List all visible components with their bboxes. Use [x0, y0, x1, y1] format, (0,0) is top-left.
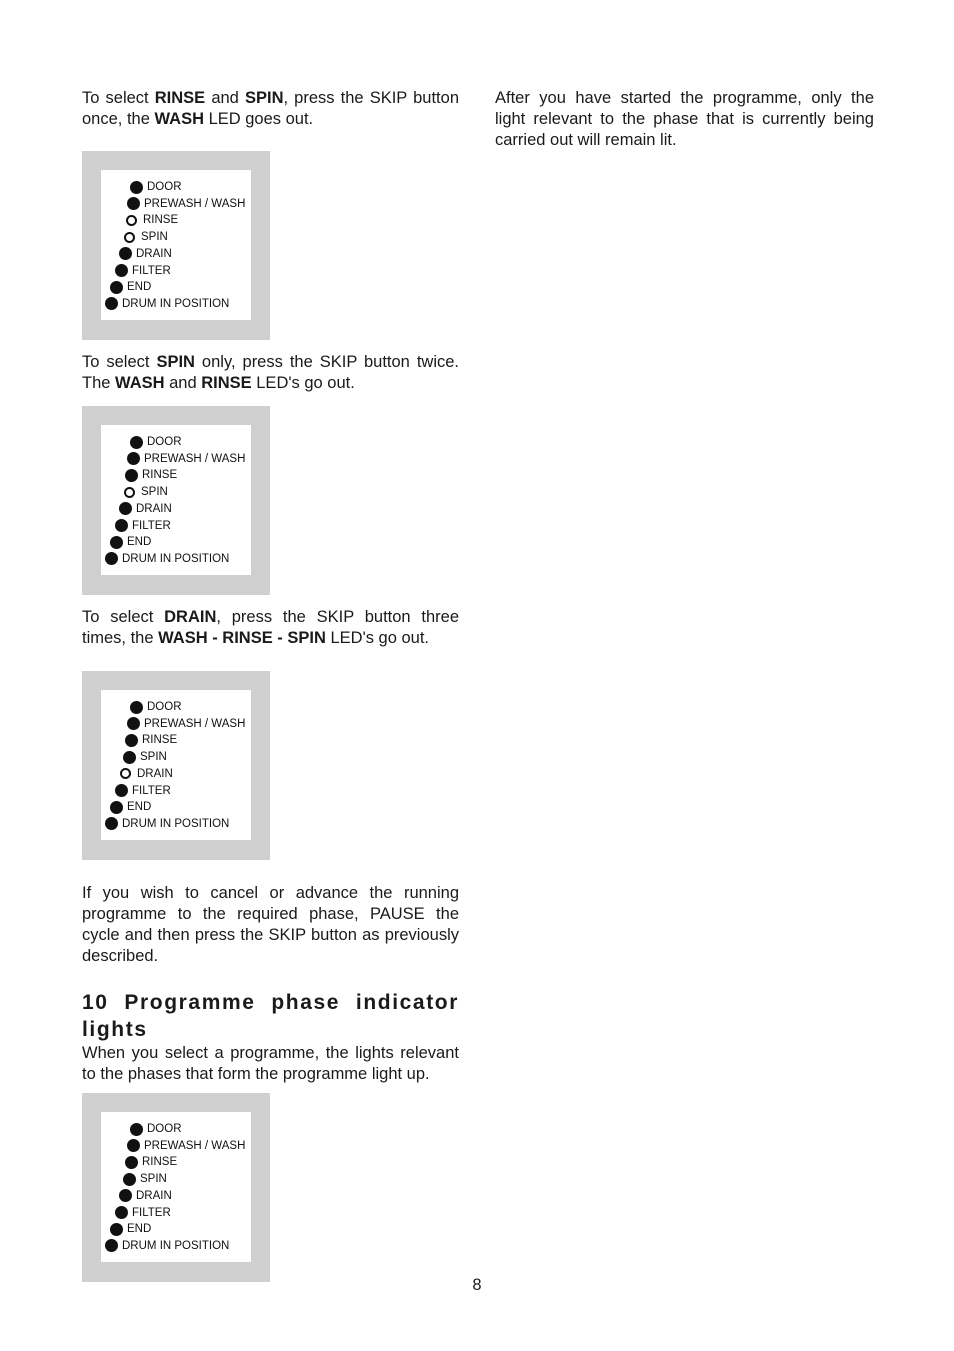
led-indicator-row: [119, 1189, 172, 1203]
led-label: RINSE: [142, 1156, 178, 1169]
bold-text: RINSE: [154, 89, 206, 107]
led-label: DOOR: [147, 181, 182, 193]
paragraph-select-programme: When you select a programme, the lights relevant to the phases that form the programme light up.: [82, 1044, 459, 1083]
led-label: END: [127, 281, 152, 294]
led-label: DRUM IN POSITION: [122, 1239, 230, 1252]
paragraph-after-start: After you have started the programme, only the light relevant to the phase that is currently being carried out will remain lit.: [495, 89, 874, 149]
led-on-icon: [110, 536, 123, 549]
led-off-icon: [124, 232, 135, 243]
led-on-icon: [127, 452, 140, 465]
led-indicator-row: [110, 280, 151, 294]
led-indicator-row: [110, 535, 151, 549]
led-label: DRAIN: [136, 247, 172, 260]
text: only, press the SKIP button twice. The: [82, 353, 459, 392]
led-indicator-row: [115, 1206, 171, 1220]
led-label: PREWASH / WASH: [144, 717, 246, 730]
text: To select: [82, 89, 155, 107]
led-off-icon: [120, 768, 131, 779]
paragraph-rinse-spin: [82, 88, 459, 130]
bold-text: SPIN: [244, 89, 284, 107]
led-panel: [101, 170, 251, 320]
led-on-icon: [115, 1206, 128, 1219]
led-indicator-row: [115, 264, 171, 278]
led-indicator-row: [115, 519, 171, 533]
text: To select: [82, 353, 157, 371]
led-indicator-row: [115, 784, 171, 798]
led-label: FILTER: [132, 519, 171, 532]
led-on-icon: [105, 297, 118, 310]
led-on-icon: [123, 751, 136, 764]
led-indicator-row: [119, 767, 173, 781]
bold-text: WASH: [154, 110, 204, 128]
led-indicator-row: [105, 552, 229, 566]
led-on-icon: [105, 552, 118, 565]
led-on-icon: [127, 1139, 140, 1152]
led-panel: [101, 690, 251, 840]
paragraph-drain: [82, 607, 459, 649]
led-panel-diagram: [82, 406, 270, 595]
led-label: DRAIN: [137, 767, 173, 780]
text: , press the SKIP button three times, the: [82, 608, 459, 647]
led-indicator-row: [130, 700, 182, 714]
led-indicator-row: [130, 435, 182, 449]
led-label: FILTER: [132, 784, 171, 797]
led-indicator-row: [110, 1222, 151, 1236]
text: LED's go out.: [251, 374, 355, 392]
led-on-icon: [115, 784, 128, 797]
led-indicator-row: [127, 1139, 245, 1153]
led-on-icon: [105, 817, 118, 830]
led-label: DRUM IN POSITION: [122, 297, 230, 310]
led-label: END: [127, 536, 152, 549]
led-label: FILTER: [132, 1206, 171, 1219]
text: LED's go out.: [325, 629, 430, 647]
led-indicator-row: [123, 1172, 167, 1186]
paragraph-spin-only: [82, 352, 459, 394]
led-label: DRUM IN POSITION: [122, 552, 230, 565]
led-panel: [101, 425, 251, 575]
led-indicator-row: [127, 717, 245, 731]
led-label: SPIN: [140, 751, 167, 764]
text: To select: [82, 608, 165, 626]
led-indicator-row: [130, 1122, 182, 1136]
led-on-icon: [125, 1156, 138, 1169]
led-on-icon: [110, 281, 123, 294]
led-on-icon: [130, 701, 143, 714]
bold-text: SPIN: [156, 353, 195, 371]
led-label: END: [127, 801, 152, 814]
led-indicator-row: [105, 817, 229, 831]
led-label: SPIN: [141, 231, 168, 244]
led-indicator-row: [130, 180, 182, 194]
led-indicator-row: [105, 1239, 229, 1253]
led-label: DOOR: [147, 701, 182, 713]
led-on-icon: [119, 502, 132, 515]
bold-text: WASH - RINSE - SPIN: [158, 629, 326, 647]
led-on-icon: [125, 734, 138, 747]
section-heading: 10 Programme phase indicator lights: [82, 991, 459, 1041]
bold-text: WASH: [115, 374, 165, 392]
led-on-icon: [110, 801, 123, 814]
led-label: SPIN: [141, 486, 168, 499]
led-indicator-row: [119, 247, 172, 261]
led-on-icon: [110, 1223, 123, 1236]
led-on-icon: [119, 247, 132, 260]
led-on-icon: [125, 469, 138, 482]
led-label: DOOR: [147, 436, 182, 448]
led-panel-diagram: [82, 151, 270, 340]
text: LED goes out.: [203, 110, 314, 128]
led-on-icon: [123, 1173, 136, 1186]
paragraph-cancel-advance: If you wish to cancel or advance the running programme to the required phase, PAUSE the cycle and then press the SKIP button as previously described.: [82, 884, 459, 965]
led-indicator-row: [125, 733, 177, 747]
led-on-icon: [119, 1189, 132, 1202]
led-indicator-row: [127, 197, 245, 211]
bold-text: DRAIN: [164, 608, 217, 626]
led-label: DRAIN: [136, 1189, 172, 1202]
led-label: FILTER: [132, 264, 171, 277]
led-panel: [101, 1112, 251, 1262]
bold-text: RINSE: [201, 374, 252, 392]
text: and: [205, 89, 245, 107]
led-indicator-row: [105, 297, 229, 311]
led-on-icon: [115, 264, 128, 277]
led-indicator-row: [125, 1155, 177, 1169]
led-label: DRUM IN POSITION: [122, 817, 230, 830]
text: , press the SKIP button once, the: [82, 89, 459, 128]
led-indicator-row: [110, 800, 151, 814]
led-label: DRAIN: [136, 502, 172, 515]
led-label: PREWASH / WASH: [144, 1139, 246, 1152]
led-panel-diagram: [82, 671, 270, 860]
led-label: SPIN: [140, 1173, 167, 1186]
led-indicator-row: [123, 750, 167, 764]
led-off-icon: [126, 215, 137, 226]
led-on-icon: [130, 181, 143, 194]
led-on-icon: [130, 1123, 143, 1136]
led-on-icon: [105, 1239, 118, 1252]
led-off-icon: [124, 487, 135, 498]
led-label: RINSE: [142, 734, 178, 747]
led-label: RINSE: [142, 469, 178, 482]
led-on-icon: [130, 436, 143, 449]
led-on-icon: [127, 717, 140, 730]
led-label: PREWASH / WASH: [144, 197, 246, 210]
led-on-icon: [115, 519, 128, 532]
led-indicator-row: [119, 502, 172, 516]
led-indicator-row: [123, 230, 168, 244]
led-indicator-row: [125, 213, 178, 227]
led-indicator-row: [127, 452, 245, 466]
led-label: END: [127, 1223, 152, 1236]
led-panel-diagram: [82, 1093, 270, 1282]
led-label: RINSE: [143, 214, 179, 227]
page-number: 8: [472, 1276, 482, 1294]
led-on-icon: [127, 197, 140, 210]
left-column: [82, 88, 459, 1282]
text: and: [164, 374, 202, 392]
led-indicator-row: [123, 485, 168, 499]
led-label: PREWASH / WASH: [144, 452, 246, 465]
right-column: [495, 88, 874, 151]
led-label: DOOR: [147, 1123, 182, 1135]
led-indicator-row: [125, 468, 177, 482]
